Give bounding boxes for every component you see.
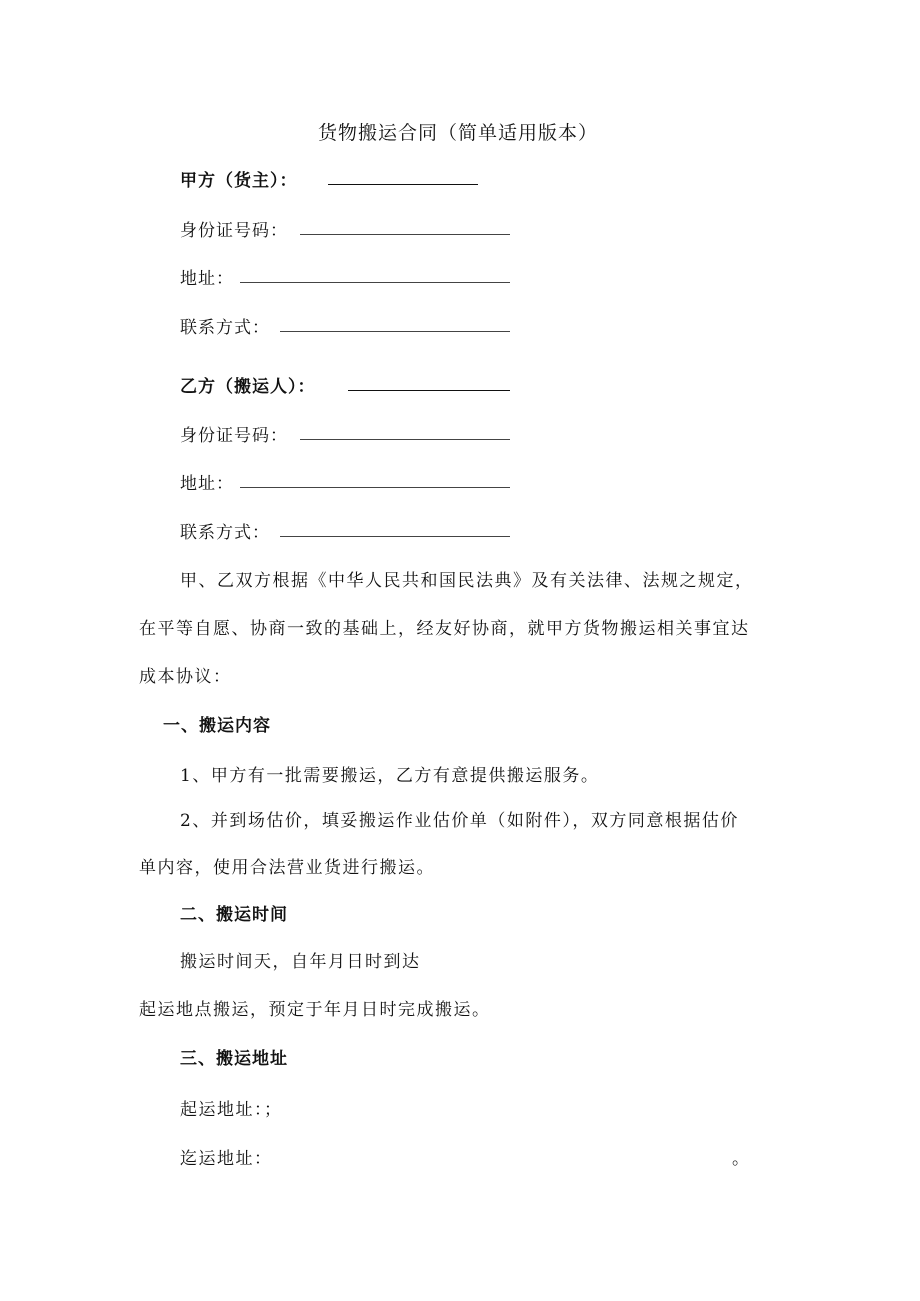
- party-a-address-label: 地址：: [180, 269, 234, 289]
- preamble-line-3: 成本协议：: [139, 667, 232, 687]
- party-b-id-blank: [300, 439, 510, 440]
- party-a-id-blank: [300, 234, 510, 235]
- section-3-destination-address: 迄运地址：: [180, 1149, 273, 1169]
- party-a-address-blank: [240, 282, 510, 283]
- party-a-contact-blank: [280, 331, 510, 332]
- section-3-origin-address: 起运地址：；: [180, 1100, 283, 1120]
- party-b-name-blank: [348, 390, 510, 391]
- party-a-heading: 甲方（货主）：: [180, 171, 298, 191]
- section-2-line-2: 起运地点搬运，预定于年月日时完成搬运。: [139, 1000, 491, 1020]
- section-1-item-2-line-1: 2、并到场估价，填妥搬运作业估价单（如附件），双方同意根据估价: [180, 811, 739, 831]
- section-1-item-1: 1、甲方有一批需要搬运，乙方有意提供搬运服务。: [180, 766, 600, 786]
- preamble-line-2: 在平等自愿、协商一致的基础上，经友好协商，就甲方货物搬运相关事宜达: [139, 619, 750, 639]
- party-a-id-label: 身份证号码：: [180, 221, 288, 241]
- party-b-address-blank: [240, 487, 510, 488]
- party-b-heading: 乙方（搬运人）：: [180, 377, 316, 397]
- section-3-destination-end: 。: [732, 1149, 751, 1169]
- party-b-contact-blank: [280, 536, 510, 537]
- party-b-address-label: 地址：: [180, 474, 234, 494]
- document-title: 货物搬运合同（简单适用版本）: [318, 122, 599, 144]
- party-a-name-blank: [328, 184, 478, 185]
- section-3-heading: 三、搬运地址: [180, 1049, 288, 1069]
- section-2-heading: 二、搬运时间: [180, 905, 288, 925]
- party-a-contact-label: 联系方式：: [180, 318, 270, 338]
- section-2-line-1: 搬运时间天，自年月日时到达: [180, 952, 421, 972]
- party-b-contact-label: 联系方式：: [180, 523, 270, 543]
- preamble-line-1: 甲、乙双方根据《中华人民共和国民法典》及有关法律、法规之规定，: [180, 571, 754, 591]
- section-1-heading: 一、搬运内容: [163, 716, 271, 736]
- section-1-item-2-line-2: 单内容，使用合法营业货进行搬运。: [139, 858, 435, 878]
- party-b-id-label: 身份证号码：: [180, 426, 288, 446]
